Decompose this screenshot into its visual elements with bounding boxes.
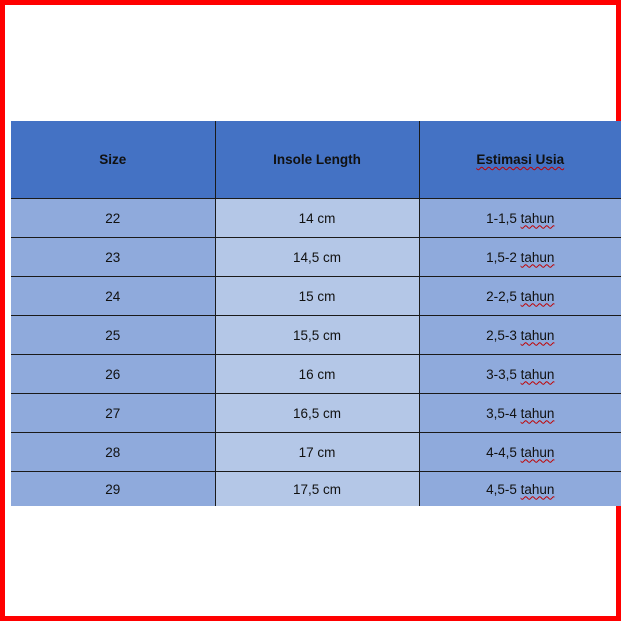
cell-size: 24 (11, 277, 215, 316)
cell-insole: 14 cm (215, 199, 419, 238)
cell-age-range: 4,5-5 (486, 481, 517, 497)
header-insole-length: Insole Length (215, 121, 419, 199)
cell-insole: 17,5 cm (215, 472, 419, 507)
cell-age-unit: tahun (520, 288, 555, 304)
cell-size: 22 (11, 199, 215, 238)
cell-age (419, 277, 621, 316)
cell-age (419, 316, 621, 355)
cell-age-range: 4-4,5 (486, 444, 517, 460)
cell-age (419, 472, 621, 507)
cell-insole: 14,5 cm (215, 238, 419, 277)
cell-insole: 16 cm (215, 355, 419, 394)
cell-age-unit: tahun (520, 327, 555, 343)
table-row (11, 433, 621, 472)
table-row (11, 199, 621, 238)
cell-insole: 15 cm (215, 277, 419, 316)
cell-size: 28 (11, 433, 215, 472)
cell-size: 26 (11, 355, 215, 394)
cell-age-unit: tahun (520, 366, 555, 382)
table-row (11, 355, 621, 394)
header-size: Size (11, 121, 215, 199)
cell-age-unit: tahun (520, 249, 555, 265)
cell-age-range: 1-1,5 (486, 210, 517, 226)
cell-age-range: 1,5-2 (486, 249, 517, 265)
cell-age-range: 2,5-3 (486, 327, 517, 343)
cell-age-unit: tahun (520, 444, 555, 460)
cell-age (419, 433, 621, 472)
cell-age-unit: tahun (520, 210, 555, 226)
cell-size: 25 (11, 316, 215, 355)
cell-age (419, 199, 621, 238)
cell-age-range: 2-2,5 (486, 288, 517, 304)
table-row (11, 238, 621, 277)
cell-size: 27 (11, 394, 215, 433)
table-row (11, 394, 621, 433)
cell-size: 29 (11, 472, 215, 507)
cell-age-range: 3,5-4 (486, 405, 517, 421)
cell-age (419, 394, 621, 433)
header-estimasi-usia-label: Estimasi Usia (476, 152, 565, 167)
cell-age-unit: tahun (520, 405, 555, 421)
cell-age-unit: tahun (520, 481, 555, 497)
header-estimasi-usia (419, 121, 621, 199)
cell-insole: 16,5 cm (215, 394, 419, 433)
table-row (11, 316, 621, 355)
cell-age (419, 355, 621, 394)
cell-age (419, 238, 621, 277)
table-header-row (11, 121, 621, 199)
table-row (11, 472, 621, 507)
cell-age-range: 3-3,5 (486, 366, 517, 382)
size-chart-table-container (11, 121, 621, 509)
size-chart-table (11, 121, 621, 506)
cell-size: 23 (11, 238, 215, 277)
table-row (11, 277, 621, 316)
cell-insole: 15,5 cm (215, 316, 419, 355)
cell-insole: 17 cm (215, 433, 419, 472)
